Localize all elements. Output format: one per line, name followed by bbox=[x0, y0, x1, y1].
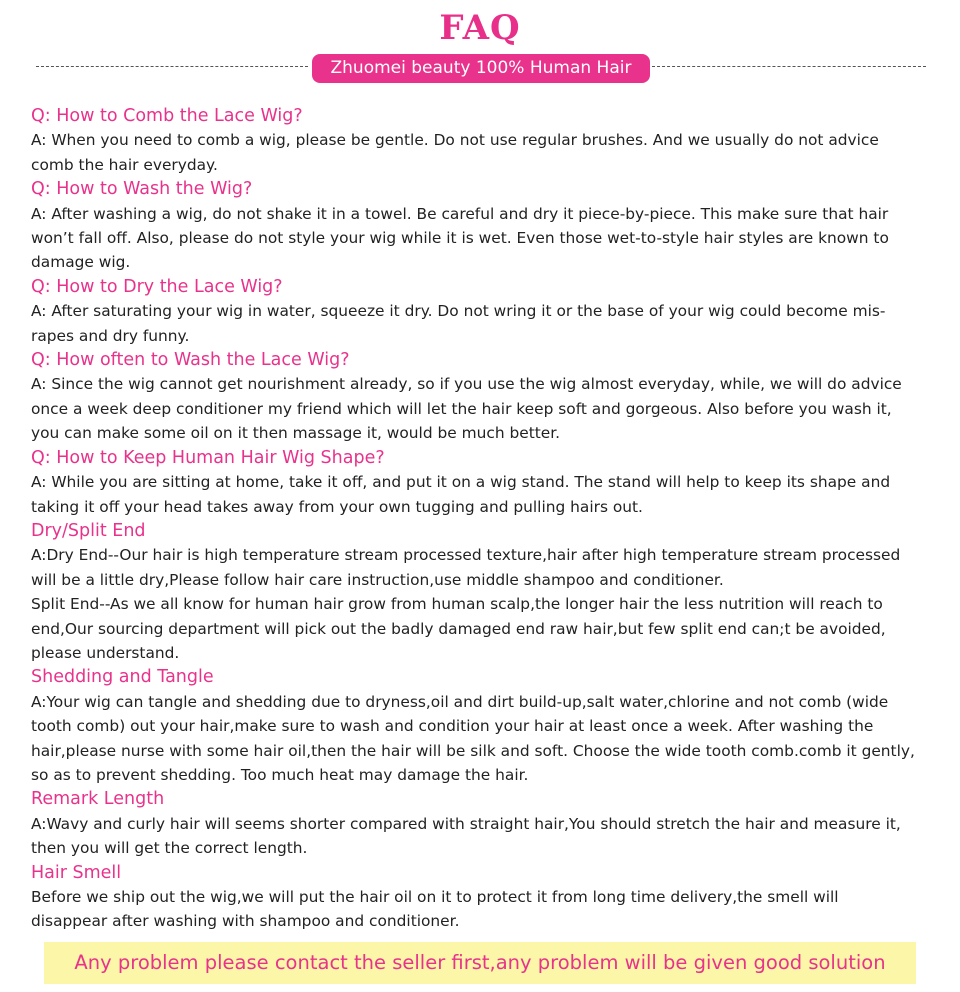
faq-question: Hair Smell bbox=[31, 862, 122, 883]
faq-answer-line: A: After saturating your wig in water, squeeze it dry. Do not wring it or the base of your wig could become mis- bbox=[31, 302, 886, 321]
faq-question: Q: How to Keep Human Hair Wig Shape? bbox=[31, 447, 385, 468]
brand-subtitle-badge: Zhuomei beauty 100% Human Hair bbox=[312, 54, 650, 83]
divider-left bbox=[36, 66, 308, 67]
faq-answer bbox=[31, 470, 946, 519]
faq-question: Q: How to Dry the Lace Wig? bbox=[31, 276, 283, 297]
faq-item bbox=[31, 787, 946, 860]
faq-item bbox=[31, 665, 946, 787]
divider-right bbox=[652, 66, 926, 67]
page-title: FAQ bbox=[439, 8, 521, 48]
faq-answer-line: won’t fall off. Also, please do not style your wig while it is wet. Even those wet-to-style hair styles are known to bbox=[31, 229, 889, 248]
faq-question: Q: How to Wash the Wig? bbox=[31, 179, 253, 200]
faq-answer bbox=[31, 885, 946, 934]
faq-answer-line: tooth comb) out your hair,make sure to wash and condition your hair at least once a week. After washing the bbox=[31, 717, 874, 736]
faq-item bbox=[31, 177, 946, 275]
faq-answer-line: A:Wavy and curly hair will seems shorter compared with straight hair,You should stretch the hair and measure it, bbox=[31, 814, 901, 833]
faq-answer bbox=[31, 690, 946, 788]
faq-answer bbox=[31, 299, 946, 348]
faq-answer-line: comb the hair everyday. bbox=[31, 155, 218, 174]
faq-question: Q: How to Comb the Lace Wig? bbox=[31, 106, 303, 126]
faq-answer-line: A:Dry End--Our hair is high temperature stream processed texture,hair after high temperature stream processed bbox=[31, 546, 901, 565]
faq-list bbox=[31, 104, 946, 934]
footer-notice-text: Any problem please contact the seller first,any problem will be given good solution bbox=[74, 951, 886, 974]
faq-item bbox=[31, 104, 946, 177]
faq-answer-line: rapes and dry funny. bbox=[31, 326, 190, 345]
faq-answer bbox=[31, 812, 946, 861]
faq-answer bbox=[31, 543, 946, 665]
faq-answer-line: you can make some oil on it then massage it, would be much better. bbox=[31, 424, 561, 443]
faq-answer-line: will be a little dry,Please follow hair care instruction,use middle shampoo and conditioner. bbox=[31, 570, 724, 589]
faq-question: Remark Length bbox=[31, 789, 165, 810]
faq-item bbox=[31, 861, 946, 934]
faq-answer-line: so as to prevent shedding. Too much heat may damage the hair. bbox=[31, 765, 529, 784]
faq-item bbox=[31, 348, 946, 446]
faq-question: Q: How often to Wash the Lace Wig? bbox=[31, 350, 350, 371]
faq-answer-line: hair,please nurse with some hair oil,then the hair will be silk and soft. Choose the wide tooth comb.comb it gently, bbox=[31, 741, 915, 760]
faq-answer-line: disappear after washing with shampoo and conditioner. bbox=[31, 912, 460, 931]
faq-answer-line: Before we ship out the wig,we will put the hair oil on it to protect it from long time delivery,the smell will bbox=[31, 888, 839, 906]
footer-notice-bar bbox=[44, 942, 916, 984]
faq-answer-line: A: Since the wig cannot get nourishment already, so if you use the wig almost everyday, while, we will do advice bbox=[31, 375, 902, 394]
faq-answer bbox=[31, 128, 946, 177]
faq-answer-line: once a week deep conditioner my friend which will let the hair keep soft and gorgeous. Also before you wash it, bbox=[31, 399, 892, 418]
faq-answer-line: please understand. bbox=[31, 643, 180, 662]
faq-answer-line: end,Our sourcing department will pick out the badly damaged end raw hair,but few split end can;t be avoided, bbox=[31, 619, 886, 638]
faq-question: Shedding and Tangle bbox=[31, 667, 214, 688]
faq-answer-line: A: While you are sitting at home, take it off, and put it on a wig stand. The stand will help to keep its shape and bbox=[31, 473, 891, 492]
faq-header bbox=[0, 0, 960, 100]
faq-question: Dry/Split End bbox=[31, 520, 146, 541]
faq-answer-line: then you will get the correct length. bbox=[31, 839, 308, 858]
faq-answer bbox=[31, 202, 946, 275]
faq-answer-line: A: After washing a wig, do not shake it in a towel. Be careful and dry it piece-by-piece. This make sure that hair bbox=[31, 204, 889, 223]
faq-answer-line: taking it off your head takes away from your own tugging and pulling hairs out. bbox=[31, 497, 643, 516]
faq-answer bbox=[31, 372, 946, 445]
faq-item bbox=[31, 275, 946, 348]
faq-answer-line: A:Your wig can tangle and shedding due to dryness,oil and dirt build-up,salt water,chlorine and not comb (wide bbox=[31, 692, 889, 711]
faq-item bbox=[31, 446, 946, 519]
faq-answer-line: Split End--As we all know for human hair grow from human scalp,the longer hair the less nutrition will reach to bbox=[31, 595, 883, 614]
faq-answer-line: damage wig. bbox=[31, 253, 131, 272]
faq-answer-line: A: When you need to comb a wig, please be gentle. Do not use regular brushes. And we usually do not advice bbox=[31, 131, 879, 150]
faq-item bbox=[31, 519, 946, 665]
